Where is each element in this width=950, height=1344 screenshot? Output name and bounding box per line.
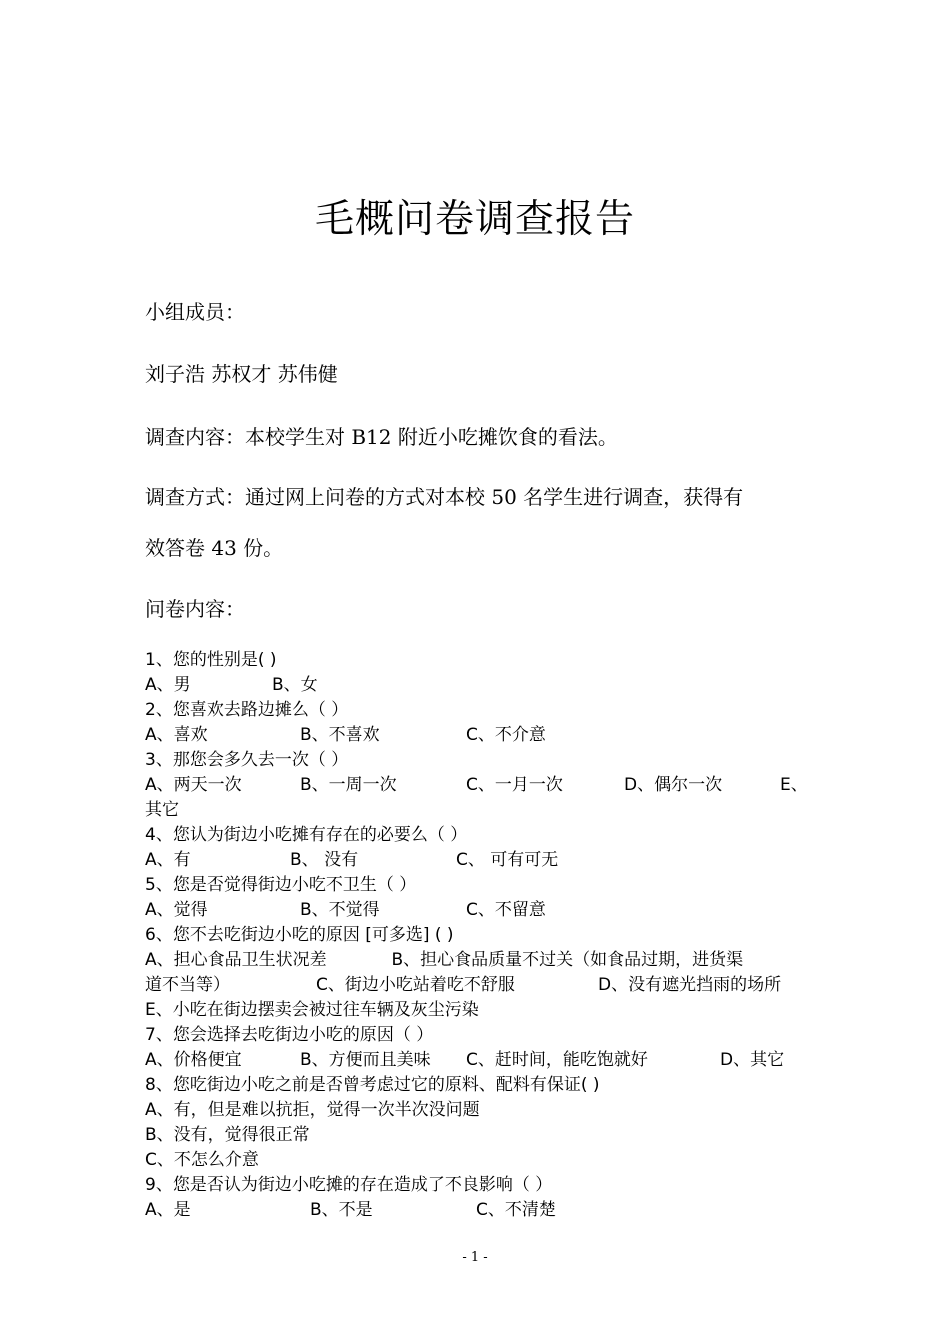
question-7: 7、您会选择去吃街边小吃的原因（ ） — [145, 1025, 434, 1045]
q2-option-c: C、不介意 — [466, 725, 546, 745]
question-9: 9、您是否认为街边小吃摊的存在造成了不良影响（ ） — [145, 1175, 553, 1195]
q9-option-a: A、是 — [145, 1200, 191, 1220]
survey-content: 调查内容：本校学生对 B12 附近小吃摊饮食的看法。 — [145, 425, 618, 449]
q9-option-c: C、不清楚 — [476, 1200, 556, 1220]
q5-option-a: A、觉得 — [145, 900, 208, 920]
q9-option-b: B、不是 — [310, 1200, 373, 1220]
members-label: 小组成员： — [145, 300, 245, 324]
q1-option-b: B、女 — [272, 675, 318, 695]
q5-option-b: B、不觉得 — [300, 900, 380, 920]
q6-option-d: D、没有遮光挡雨的场所 — [598, 975, 782, 995]
question-6: 6、您不去吃街边小吃的原因 [可多选] ( ) — [145, 925, 454, 945]
question-4: 4、您认为街边小吃摊有存在的必要么（ ） — [145, 825, 468, 845]
question-1: 1、您的性别是( ) — [145, 650, 277, 670]
q4-option-b: B、 没有 — [290, 850, 359, 870]
q3-option-e-text: 其它 — [145, 800, 179, 820]
q3-option-d: D、偶尔一次 — [624, 775, 723, 795]
q6-option-e: E、小吃在街边摆卖会被过往车辆及灰尘污染 — [145, 1000, 479, 1020]
q6-option-a-cont: 道不当等） — [145, 975, 230, 995]
q5-option-c: C、不留意 — [466, 900, 546, 920]
q6-options-line-1: A、担心食品卫生状况差 B、担心食品质量不过关（如食品过期，进货渠 — [145, 950, 744, 970]
question-5: 5、您是否觉得街边小吃不卫生（ ） — [145, 875, 417, 895]
questionnaire-label: 问卷内容： — [145, 597, 245, 621]
q8-option-a: A、有，但是难以抗拒，觉得一次半次没问题 — [145, 1100, 480, 1120]
q3-option-e: E、 — [780, 775, 808, 795]
question-2: 2、您喜欢去路边摊么（ ） — [145, 700, 349, 720]
document-title: 毛概问卷调查报告 — [314, 197, 635, 242]
q4-option-c: C、 可有可无 — [456, 850, 559, 870]
q6-option-c: C、街边小吃站着吃不舒服 — [316, 975, 515, 995]
question-3: 3、那您会多久去一次（ ） — [145, 750, 349, 770]
q3-option-c: C、一月一次 — [466, 775, 563, 795]
q7-option-c: C、赶时间，能吃饱就好 — [466, 1050, 648, 1070]
q8-option-c: C、不怎么介意 — [145, 1150, 259, 1170]
q7-option-a: A、价格便宜 — [145, 1050, 242, 1070]
page-number: - 1 - — [462, 1250, 488, 1265]
q8-option-b: B、没有，觉得很正常 — [145, 1125, 310, 1145]
members-names: 刘子浩 苏权才 苏伟健 — [145, 362, 338, 386]
q7-option-d: D、其它 — [720, 1050, 785, 1070]
q2-option-b: B、不喜欢 — [300, 725, 380, 745]
question-8: 8、您吃街边小吃之前是否曾考虑过它的原料、配料有保证( ) — [145, 1075, 600, 1095]
q3-option-a: A、两天一次 — [145, 775, 242, 795]
survey-method-line-1: 调查方式：通过网上问卷的方式对本校 50 名学生进行调查，获得有 — [145, 485, 744, 509]
q4-option-a: A、有 — [145, 850, 191, 870]
q3-option-b: B、一周一次 — [300, 775, 397, 795]
q1-option-a: A、男 — [145, 675, 191, 695]
q2-option-a: A、喜欢 — [145, 725, 208, 745]
survey-method-line-2: 效答卷 43 份。 — [145, 536, 284, 560]
q7-option-b: B、方便而且美味 — [300, 1050, 431, 1070]
